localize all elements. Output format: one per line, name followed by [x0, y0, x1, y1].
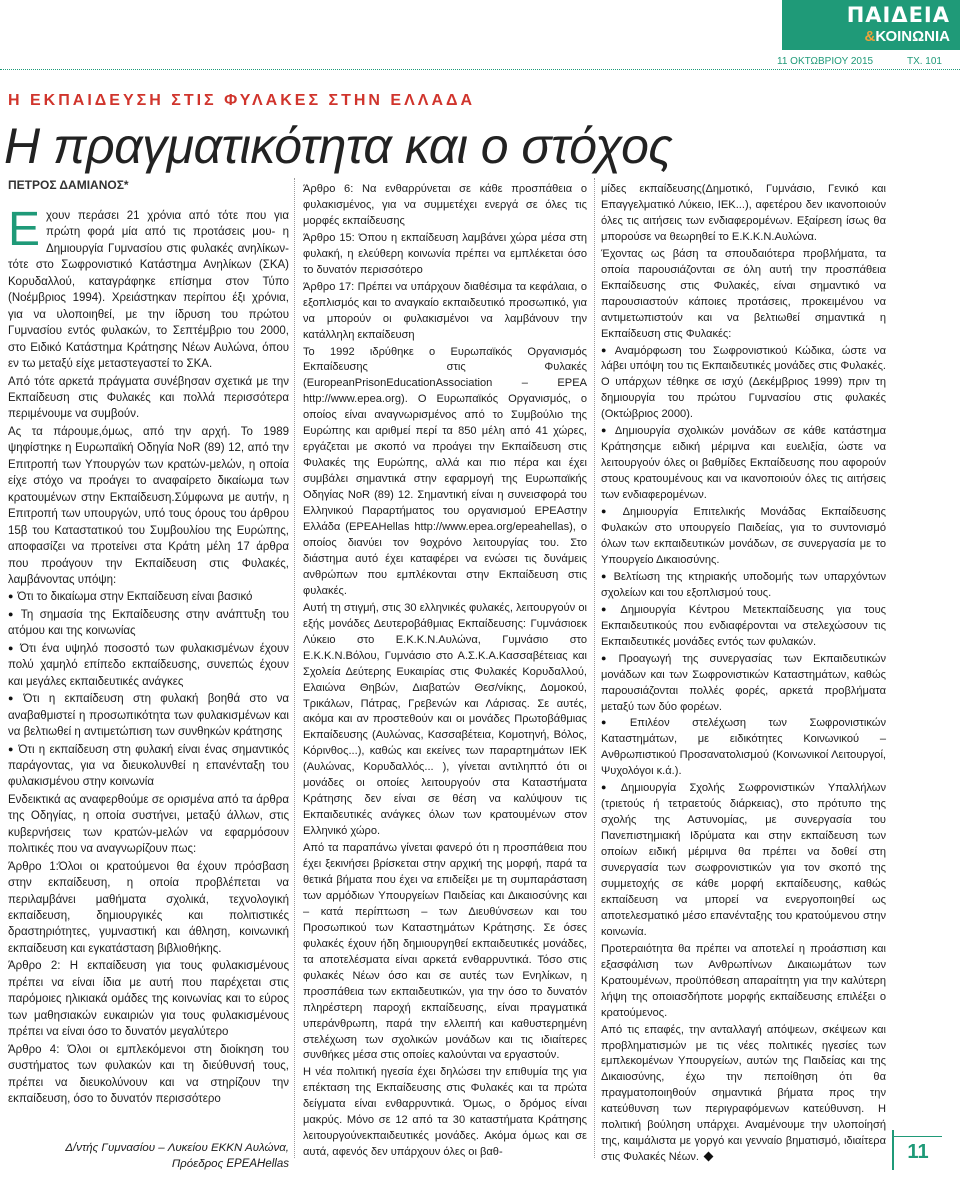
paragraph-text: Από τις επαφές, την ανταλλαγή απόψεων, σκέψεων και προβληματισμών με τις νέες πολιτικές ηγεσίες των εμπλεκομένων Υπουργείων, αυτών της Παιδείας και της Δικαιοσύνης, έχω την πεποίθηση ότι θα πραγματοποιηθούν σημαντικά βήματα προς την κατεύθυνση των περιγραφόμενων κατεύθυνση. Η πολιτική βούληση υπάρχει. Αναμένουμε την υλοποίησή της, καιμάλιστα με γοργό και γενναίο βηματισμό, ιδιαίτερα στις Φυλακές Νέων. [601, 1023, 886, 1164]
bullet-item [8, 691, 289, 740]
bullet-item [601, 570, 886, 602]
paragraph: Άρθρο 4: Όλοι οι εμπλεκόμενοι στη διοίκηση του συστήματος των φυλακών και τη διεύθυνσή τους, πρέπει να διευκολύνουν και να στηρίζουν την εκπαίδευση, όσο το δυνατόν περισσότερο [8, 1043, 289, 1106]
article-byline: ΠΕΤΡΟΣ ΔΑΜΙΑΝΟΣ* [8, 178, 129, 192]
issue-info [777, 56, 942, 67]
bullet-text: Δημιουργία Επιτελικής Μονάδας Εκπαίδευσης Φυλακών στο υπουργείο Παιδείας, για το συντονισμό όλων των εκπαιδευτικών μονάδων, σε συνεργασία με το Υπουργείο Δικαιοσύνης. [601, 506, 886, 566]
paragraph: Άρθρο 1:Όλοι οι κρατούμενοι θα έχουν πρόσβαση στην εκπαίδευση, η οποία προβλέπεται να περιλαμβάνει μαθήματα σχολικά, τεχνολογική εκπαίδευση, δημιουργικές και πολιτιστικές δραστηριότητες, γυμναστική και άθληση, κοινωνική εκπαίδευση και εγκατάσταση βιβλιοθήκης. [8, 860, 289, 955]
section-brand [782, 0, 960, 50]
paragraph: Η νέα πολιτική ηγεσία έχει δηλώσει την επιθυμία της για επέκταση της Εκπαίδευσης στις Φυλακές και τα πρώτα δείγματα είναι ενθαρρυντικά. Όμως, ο δρόμος είναι μακρύς. Μόνο σε 12 από τα 30 καταστήματα Κράτησης λειτουργούνεκπαιδευτικές μονάδες. Ακόμα όμως και σε αυτά, αφενός δεν υπάρχουν όλες οι βαθ- [303, 1066, 587, 1159]
paragraph: Άρθρο 17: Πρέπει να υπάρχουν διαθέσιμα τα κεφάλαια, ο εξοπλισμός και το αναγκαίο εκπαιδευτικό προσωπικό, για να μπορούν οι φυλακισμένοι να λαμβάνουν την κατάλληλη εκπαίδευση [303, 280, 587, 341]
bullet-item [8, 607, 289, 640]
paragraph: Το 1992 ιδρύθηκε ο Ευρωπαϊκός Οργανισμός Εκπαίδευσης στις Φυλακές (EuropeanPrisonEducationAssociation – EPEA http://www.epea.org). Ο Ευρωπαϊκός Οργανισμός, ο οποίος είναι αναγνωρισμένος από το Συμβούλιο της Ευρώπης και αριθμεί περί τα 850 μέλη από 41 χώρες, εργάζεται με σκοπό να προάγει την Εκπαίδευση στις Φυλακές της Ευρώπης, αλλά και πιο πέρα και έχει συμβάλει σημαντικά στην εφαρμογή της Ευρωπαϊκής Οδηγίας NoR (89) 12. Σημαντική είναι η συνεισφορά του Ελληνικού Παραρτήματος του οργανισμού EPEAστην Ελλάδα (EPEAHellas http://www.epea.org/epeahellas), ο οποίος διανύει τον 9οχρόνο λειτουργίας του. Στο διάστημα αυτό έχει καταφέρει να ενώσει τις δυνάμεις ανθρώπων που εμπλέκονται στην Εκπαίδευση στις φυλακές. [303, 345, 587, 597]
bullet-item [601, 424, 886, 504]
bullet-item [601, 781, 886, 941]
paragraph-text: χουν περάσει 21 χρόνια από τότε που για πρώτη φορά μία από τις προτάσεις μου- η Δημιουργία Γυμνασίου στις φυλακές ανηλίκων- τότε στο Σωφρονιστικό Κατάστημα Ανηλίκων (ΣΚΑ) Κορυδαλλού, καταγράφηκε επίσημα στον Τύπο (Νοέμβριος 1994). Χρειάστηκαν περίπου έξι χρόνια, για να υλοποιηθεί, με την ίδρυση του πρώτου Γυμνασίου εντός φυλακών, το Σεπτέμβριο του 2000, στο Ειδικό Κατάστημα Κράτησης Νέων Αυλώνα, όπου εν τω μεταξύ είχε μεταστεγαστεί το ΣΚΑ. [8, 210, 289, 371]
paragraph: Αυτή τη στιγμή, στις 30 ελληνικές φυλακές, λειτουργούν οι εξής μονάδες Δευτεροβάθμιας Εκπαίδευσης: Γυμνάσιοεκ Λύκειο στο Ε.Κ.Κ.Ν.Αυλώνα, Γυμνάσιο στο Ε.Κ.Κ.Ν.Βόλου, Γυμνάσιο στο Α.Σ.Κ.Α.Κασσαβέτειας και Σχολεία Δεύτερης Ευκαιρίας στις Φυλακές Κορυδαλλού, Ελαιώνα Θηβών, Διαβατών Θεσ/νίκης, Δομοκού, Τρικάλων, Πάτρας, Γρεβενών και Λάρισας. Σε αυτές, ακόμα και αν προστεθούν και οι μονάδες Πρωτοβάθμιας Εκπαίδευσης (Αυλώνας, Κασσαβέτεια, Κομοτηνή, Βόλος, Κόρινθος...), καθώς και εκείνες των παραρτημάτων ΙΕΚ (Αυλώνας, Κορυδαλλός... ), γίνεται αντιληπτό ότι οι μονάδες οι οποίες λειτουργούν στα Καταστήματα Κράτησης δεν είναι σε θέση να καλύψουν τις Εκπαιδευτικές ανάγκες όλων των κρατουμένων στον Ελληνικό χώρο. [303, 601, 587, 838]
column-divider [594, 178, 595, 1158]
brand-sub-text: ΚΟΙΝΩΝΙΑ [875, 28, 950, 45]
bullet-item [8, 589, 289, 605]
header-rule [0, 69, 960, 70]
bullet-text: Τη σημασία της Εκπαίδευσης στην ανάπτυξη του ατόμου και της κοινωνίας [8, 608, 289, 638]
paragraph: Έχοντας ως βάση τα σπουδαιότερα προβλήματα, τα οποία παρουσιάζονται σε όλη αυτή την προσπάθεια Εκπαίδευσης στις Φυλακές, είναι σημαντικό να παρουσιαστούν κάποιες προτάσεις, προκειμένου να αντιμετωπιστούν και να βελτιωθεί σημαντικά η Εκπαίδευση στις Φυλακές: [601, 247, 886, 340]
brand-subtitle [782, 28, 950, 46]
signature-line: Πρόεδρος EPEAHellas [171, 1158, 289, 1170]
paragraph: Από τότε αρκετά πράγματα συνέβησαν σχετικά με την Εκπαίδευση στις Φυλακές και πολλά περισσότερα περιμένουμε να συμβούν. [8, 375, 289, 421]
paragraph: Ας τα πάρουμε,όμως, από την αρχή. Το 1989 ψηφίστηκε η Ευρωπαϊκή Οδηγία NoR (89) 12, από την Επιτροπή των Υπουργών των κρατών-μελών, η οποία είχε στόχο να προάγει το αναφαίρετο δικαίωμα των κρατουμένων στην Εκπαίδευση.Σύμφωνα με αυτήν, η Επιτροπή των υπουργών, υπό τους όρους του άρθρου 15β του Καταστατικού του Συμβουλίου της Ευρώπης, αποφασίζει να προτείνει στα Κράτη μέλη 17 άρθρα που προάγουν την Εκπαίδευση στις Φυλακές, λαμβάνοντας υπόψη: [8, 425, 289, 586]
bullet-text: Δημιουργία Κέντρου Μετεκπαίδευσης για τους Εκπαιδευτικούς που ενδιαφέρονται να στελεχώσουν τις Εκπαιδευτικές μονάδες εντός των φυλακών. [601, 603, 887, 648]
article-kicker: Η ΕΚΠΑΙΔΕΥΣΗ ΣΤΙΣ ΦΥΛΑΚΕΣ ΣΤΗΝ ΕΛΛΑΔΑ [8, 92, 476, 109]
paragraph: μίδες εκπαίδευσης(Δημοτικό, Γυμνάσιο, Γενικό και Επαγγελματικό Λύκειο, ΙΕΚ...), αφετέρου δεν ικανοποιούν όλες τις αιτήσεις των ενδιαφερομένων. Εξαίρεση ίσως θα μπορούσε να θεωρηθεί το Ε.Κ.Κ.Ν.Αυλώνα. [601, 183, 886, 243]
bullet-text: Ότι η εκπαίδευση στη φυλακή βοηθά στο να αναβαθμιστεί η προσωπικότητα των φυλακισμένων και να βελτιωθεί η αντιμετώπιση των συνθηκών κράτησης [8, 693, 289, 739]
paragraph: Άρθρο 2: Η εκπαίδευση για τους φυλακισμένους πρέπει να είναι ίδια με αυτή που παρέχεται στις παρόμοιες ηλικιακά ομάδες της κοινωνίας και το εύρος των μαθησιακών ευκαιριών για τους φυλακισμένους πρέπει να είναι όσο το δυνατόν μεγαλύτερο [8, 960, 289, 1039]
column-1 [8, 203, 289, 1108]
brand-amp: & [864, 28, 876, 45]
brand-title: ΠΑΙΔΕΙΑ [846, 3, 950, 27]
column-3 [601, 182, 886, 1167]
issue-number: ΤΧ. 101 [906, 56, 942, 67]
end-of-article-icon [704, 1152, 714, 1162]
paragraph: Από τα παραπάνω γίνεται φανερό ότι η προσπάθεια που έχει ξεκινήσει βρίσκεται στην αρχική της μορφή, παρά τα θετικά βήματα που έχει να επιδείξει με τη συμπαράσταση των αρμόδιων Υπουργείων Παιδείας και Δικαιοσύνης και – κατά περίπτωση – των Διευθύνσεων και του Προσωπικού των Καταστημάτων Κράτησης. Σε όσες φυλακές έχουν ήδη δημιουργηθεί εκπαιδευτικές μονάδες, τα αποτελέσματα είναι αρκετά ενθαρρυντικά. Τόσο στις φυλακές Νέων όσο και σε αυτές των Ενηλίκων, η προσπάθεια των εκπαιδευτικών, για την όσο το δυνατόν πληρέστερη παροχή εκπαίδευσης, είναι πραγματικά υπεράνθρωπη, παρά την ελλειπή και καθυστερημένη στελέχωση των σχολικών μονάδων και τις ιδιαίτερες συνθήκες μέσα στις οποίες καλούνται να εργαστούν. [303, 842, 587, 1062]
paragraph [8, 203, 289, 373]
bullet-item [601, 716, 886, 780]
column-divider [294, 178, 295, 1158]
bullet-item [601, 505, 886, 569]
bullet-text: Ότι το δικαίωμα στην Εκπαίδευση είναι βασικό [17, 591, 253, 604]
paragraph: Προτεραιότητα θα πρέπει να αποτελεί η προάσπιση και εξασφάλιση των Ανθρωπίνων Δικαιωμάτων των Κρατουμένων, προϋπόθεση απαραίτητη για την καλύτερη λήψη της οποιασδήποτε μορφής εκπαίδευσης επιλέξει ο κρατούμενος. [601, 942, 886, 1019]
bullet-text: Βελτίωση της κτηριακής υποδομής των υπαρχόντων σχολείων και του εξοπλισμού τους. [601, 570, 886, 599]
bullet-text: Ότι ένα υψηλό ποσοστό των φυλακισμένων έχουν πολύ χαμηλό επίπεδο εκπαίδευσης, συνεπώς έχουν και μεγάλες εκπαιδευτικές ανάγκες [8, 642, 289, 688]
signature-line: Δ/ντής Γυμνασίου – Λυκείου ΕΚΚΝ Αυλώνα, [65, 1142, 289, 1154]
author-signature [60, 1140, 289, 1172]
page-number: 11 [894, 1136, 942, 1167]
bullet-text: Ότι η εκπαίδευση στη φυλακή είναι ένας σημαντικός παράγοντας, για να διευκολυνθεί η επανένταξη του φυλακισμένου στην κοινωνία [8, 743, 289, 789]
bullet-item [8, 742, 289, 791]
bullet-text: Δημιουργία σχολικών μονάδων σε κάθε κατάστημα Κράτησηςμε ειδική μέριμνα και ευελιξία, ώστε να λειτουργούν όλες οι βαθμίδες Εκπαίδευσης που αφορούν στους κρατουμένους και να ικανοποιούν όλες τις αιτήσεις των ενδιαφερομένων. [601, 425, 887, 502]
bullet-item [601, 652, 886, 716]
bullet-text: Αναμόρφωση του Σωφρονιστικού Κώδικα, ώστε να λάβει υπόψη του τις Εκπαιδευτικές μονάδες στις Φυλακές. Ο υπάρχων τέθηκε σε ισχύ (Δεκέμβριος 1999) πριν τη δημιουργία του πρώτου Γυμνασίου στις φυλακές (Οκτώβριος 2000). [601, 344, 886, 421]
issue-date: 11 ΟΚΤΩΒΡΙΟΥ 2015 [777, 56, 874, 67]
column-2 [303, 182, 587, 1162]
paragraph [601, 1023, 886, 1167]
paragraph: Ενδεικτικά ας αναφερθούμε σε ορισμένα από τα άρθρα της Οδηγίας, η οποία συστήνει, μεταξύ άλλων, στις κυβερνήσεις των κρατών-μελών να εφαρμόσουν πολιτικές που να αναγνωρίζουν πως: [8, 793, 289, 856]
paragraph: Άρθρο 6: Να ενθαρρύνεται σε κάθε προσπάθεια ο φυλακισμένος, για να συμμετέχει ενεργά σε όλες τις μορφές εκπαίδευσης [303, 183, 587, 227]
bullet-text: Επιλέον στελέχωση των Σωφρονιστικών Καταστημάτων, με ειδικότητες Κοινωνικού – Ανθρωπιστικού Προσανατολισμού (Κοινωνικοί Λειτουργοί, Ψυχολόγοι κ.ά.). [601, 717, 887, 778]
bullet-text: Προαγωγή της συνεργασίας των Εκπαιδευτικών μονάδων και των Σωφρονιστικών Καταστημάτων, καθώς παρουσιάζονται πολλές φορές, αρκετά προβλήματα μεταξύ των δύο φορέων. [601, 652, 887, 713]
paragraph: Άρθρο 15: Όπου η εκπαίδευση λαμβάνει χώρα μέσα στη φυλακή, η ελεύθερη κοινωνία πρέπει να εμπλέκεται όσο το δυνατόν περισσότερο [303, 231, 587, 276]
drop-cap: Ε [8, 203, 41, 256]
bullet-item [601, 344, 886, 424]
article-headline: Η πραγματικότητα και ο στόχος [4, 118, 673, 174]
bullet-item [601, 603, 886, 651]
bullet-item [8, 641, 289, 690]
bullet-text: Δημιουργία Σχολής Σωφρονιστικών Υπαλλήλων (τριετούς ή τετραετούς διάρκειας), στο πρότυπο της σχολής της Αστυνομίας, με συνεργασία του Πανεπιστημιακή Ιδρύματα και στην εκπαίδευση των οποίων ειδική μέριμνα θα πρέπει να δοθεί στη συνεργασία των σωφρονιστικών για τον σκοπό της συμμετοχής σε κάθε μορφή εκπαίδευσης, καθώς εκπαίδευση να μπορεί να ενεργοποιηθεί ως αποτελεσματικό μέσο επανένταξης του κρατούμενου στην κοινωνία. [601, 782, 887, 938]
